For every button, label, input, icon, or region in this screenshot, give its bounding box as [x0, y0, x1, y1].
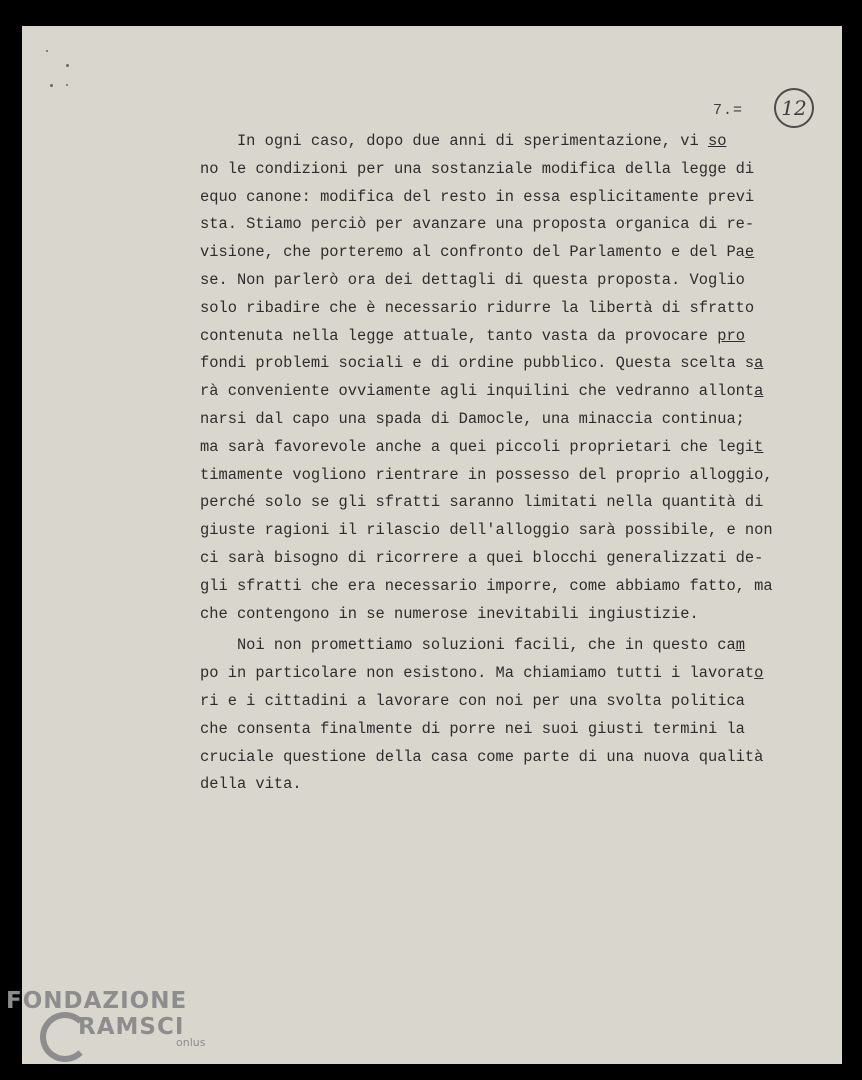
text-line	[200, 350, 773, 378]
gramsci-g-logo-icon	[40, 1012, 90, 1062]
text-fragment: Noi non promettiamo soluzioni facili, che in questo ca	[200, 636, 736, 655]
text-fragment: rà conveniente ovviamente agli inquilini che vedranno allont	[200, 382, 755, 401]
text-line	[200, 211, 773, 239]
paragraph	[200, 128, 773, 628]
text-fragment: che consenta finalmente di porre nei suoi giusti termini la	[200, 719, 745, 738]
watermark-line-2: RAMSCI	[78, 1014, 185, 1040]
text-line	[200, 156, 773, 184]
text-line	[200, 517, 773, 545]
text-fragment: po in particolare non esistono. Ma chiamiamo tutti i lavorat	[200, 664, 755, 683]
text-line	[200, 378, 773, 406]
text-line	[200, 239, 773, 267]
text-fragment: no le condizioni per una sostanziale modifica della legge di	[200, 159, 755, 178]
text-line	[200, 545, 773, 573]
text-line	[200, 434, 773, 462]
archive-folio-number: 12	[774, 88, 814, 128]
text-fragment: gli sfratti che era necessario imporre, come abbiamo fatto, ma	[200, 576, 773, 595]
text-fragment: timamente vogliono rientrare in possesso del proprio alloggio,	[200, 465, 773, 484]
underlined-fragment: a	[754, 354, 764, 373]
text-fragment: che contengono in se numerose inevitabili ingiustizie.	[200, 604, 699, 623]
text-line	[200, 660, 773, 688]
text-fragment: perché solo se gli sfratti saranno limitati nella quantità di	[200, 493, 764, 512]
underlined-fragment: o	[754, 664, 764, 683]
text-line	[200, 323, 773, 351]
text-line	[200, 406, 773, 434]
text-line	[200, 128, 773, 156]
text-fragment: giuste ragioni il rilascio dell'alloggio sarà possibile, e non	[200, 521, 773, 540]
paragraph	[200, 632, 773, 799]
text-line	[200, 295, 773, 323]
underlined-fragment: m	[735, 636, 745, 655]
underlined-fragment: pro	[717, 326, 745, 345]
text-fragment: previ	[707, 187, 755, 206]
text-line	[200, 716, 773, 744]
fondazione-gramsci-watermark	[6, 988, 205, 1049]
text-line	[200, 771, 773, 799]
text-line	[200, 267, 773, 295]
text-fragment: equo canone: modifica del resto in essa esplicitamente	[200, 187, 708, 206]
text-fragment: contenuta nella legge attuale, tanto vasta da provocare	[200, 326, 718, 345]
text-fragment: fondi problemi sociali e di ordine pubblico. Questa scelta s	[200, 354, 755, 373]
text-fragment: ci sarà bisogno di ricorrere a quei blocchi generalizzati de-	[200, 548, 764, 567]
text-fragment: ma sarà favorevole anche a quei piccoli proprietari che legi	[200, 437, 755, 456]
text-line	[200, 744, 773, 772]
underlined-fragment: a	[754, 382, 764, 401]
underlined-fragment: so	[707, 132, 727, 150]
watermark-line-3: onlus	[176, 1036, 206, 1049]
underlined-fragment: t	[754, 437, 764, 456]
underlined-fragment: e	[744, 243, 755, 262]
text-fragment: ri e i cittadini a lavorare con noi per una svolta politica	[200, 691, 745, 710]
typed-body-text	[200, 128, 773, 799]
text-fragment: solo ribadire che è necessario ridurre la libertà di sfratto	[200, 298, 755, 317]
text-fragment: sta. Stiamo perciò per avanzare una proposta organica di re-	[200, 215, 755, 234]
text-line	[200, 688, 773, 716]
text-fragment: In ogni caso, dopo due anni di sperimentazione, vi	[200, 132, 708, 150]
text-line	[200, 573, 773, 601]
text-fragment: della vita.	[200, 775, 302, 794]
text-line	[200, 601, 773, 629]
text-fragment: narsi dal capo una spada di Damocle, una minaccia continua;	[200, 409, 745, 428]
text-line	[200, 489, 773, 517]
text-line	[200, 462, 773, 490]
watermark-line-1: FONDAZIONE	[6, 988, 188, 1014]
text-line	[200, 632, 773, 660]
text-fragment: visione, che porteremo al confronto del Parlamento e del Pa	[200, 243, 745, 262]
text-fragment: se. Non parlerò ora dei dettagli di questa proposta. Voglio	[200, 270, 745, 289]
page-number: 7.=	[713, 102, 744, 119]
text-line	[200, 184, 773, 212]
text-fragment: cruciale questione della casa come parte di una nuova qualità	[200, 747, 764, 766]
